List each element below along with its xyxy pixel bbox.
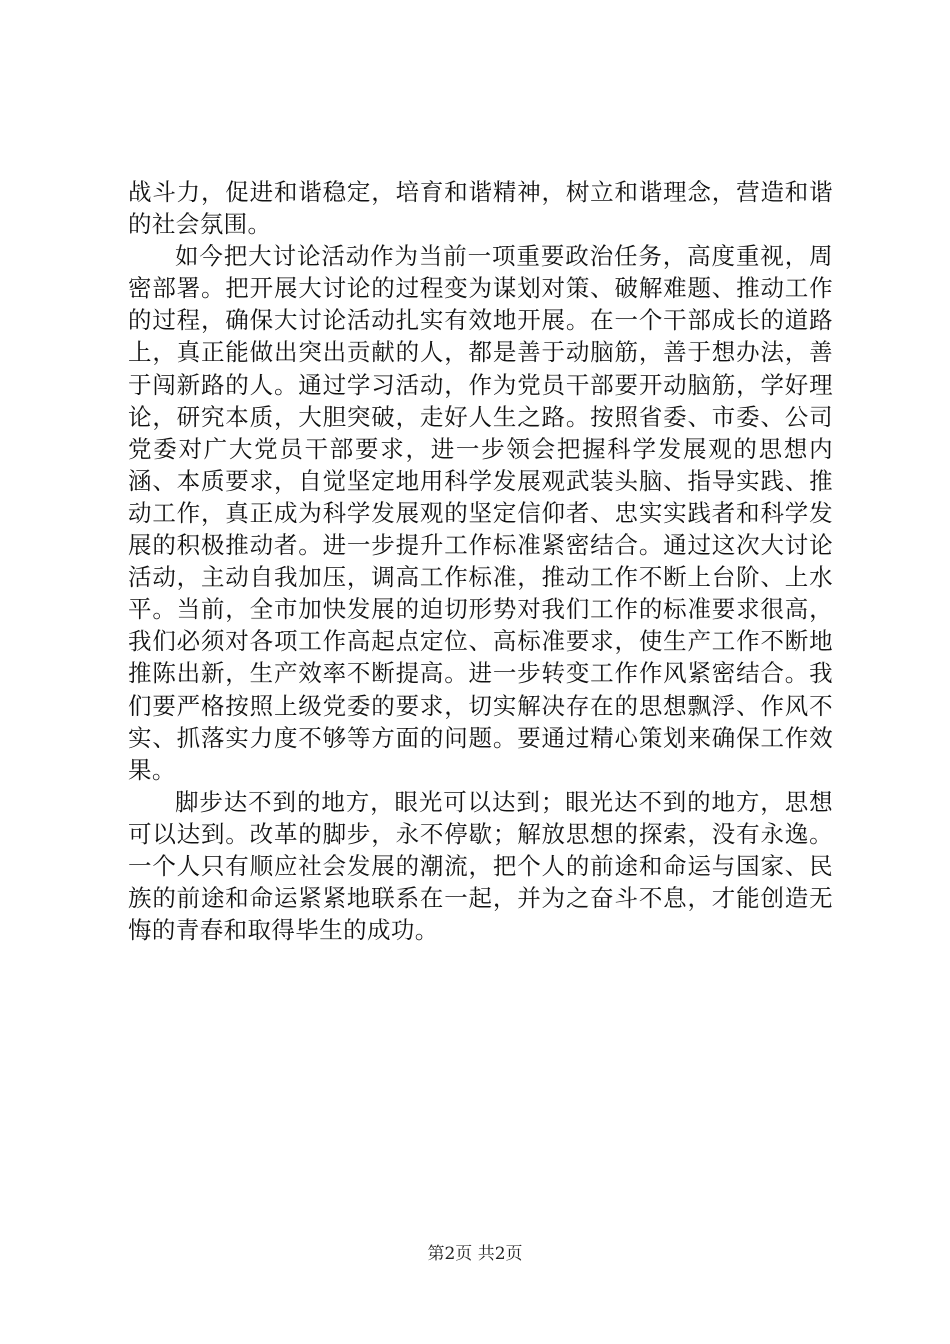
paragraph-continuation: 战斗力，促进和谐稳定，培育和谐精神，树立和谐理念，营造和谐的社会氛围。 [128, 178, 833, 239]
document-body [128, 176, 833, 946]
paragraph-discussion-activity: 如今把大讨论活动作为当前一项重要政治任务，高度重视，周密部署。把开展大讨论的过程变为谋划对策、破解难题、推动工作的过程，确保大讨论活动扎实有效地开展。在一个干部成长的道路上，真正能做出突出贡献的人，都是善于动脑筋，善于想办法，善于闯新路的人。通过学习活动，作为党员干部要开动脑筋，学好理论，研究本质，大胆突破，走好人生之路。按照省委、市委、公司党委对广大党员干部要求，进一步领会把握科学发展观的思想内涵、本质要求，自觉坚定地用科学发展观武装头脑、指导实践、推动工作，真正成为科学发展观的坚定信仰者、忠实实践者和科学发展的积极推动者。进一步提升工作标准紧密结合。通过这次大讨论活动，主动自我加压，调高工作标准，推动工作不断上台阶、上水平。当前，全市加快发展的迫切形势对我们工作的标准要求很高，我们必须对各项工作高起点定位、高标准要求，使生产工作不断地推陈出新，生产效率不断提高。进一步转变工作作风紧密结合。我们要严格按照上级党委的要求，切实解决存在的思想飘浮、作风不实、抓落实力度不够等方面的问题。要通过精心策划来确保工作效果。 [128, 242, 833, 784]
paragraph-closing: 脚步达不到的地方，眼光可以达到；眼光达不到的地方，思想可以达到。改革的脚步，永不停歇；解放思想的探索，没有永逸。一个人只有顺应社会发展的潮流，把个人的前途和命运与国家、民族的前途和命运紧紧地联系在一起，并为之奋斗不息，才能创造无悔的青春和取得毕生的成功。 [128, 787, 833, 945]
page-number-footer: 第2页 共2页 [427, 1244, 523, 1264]
